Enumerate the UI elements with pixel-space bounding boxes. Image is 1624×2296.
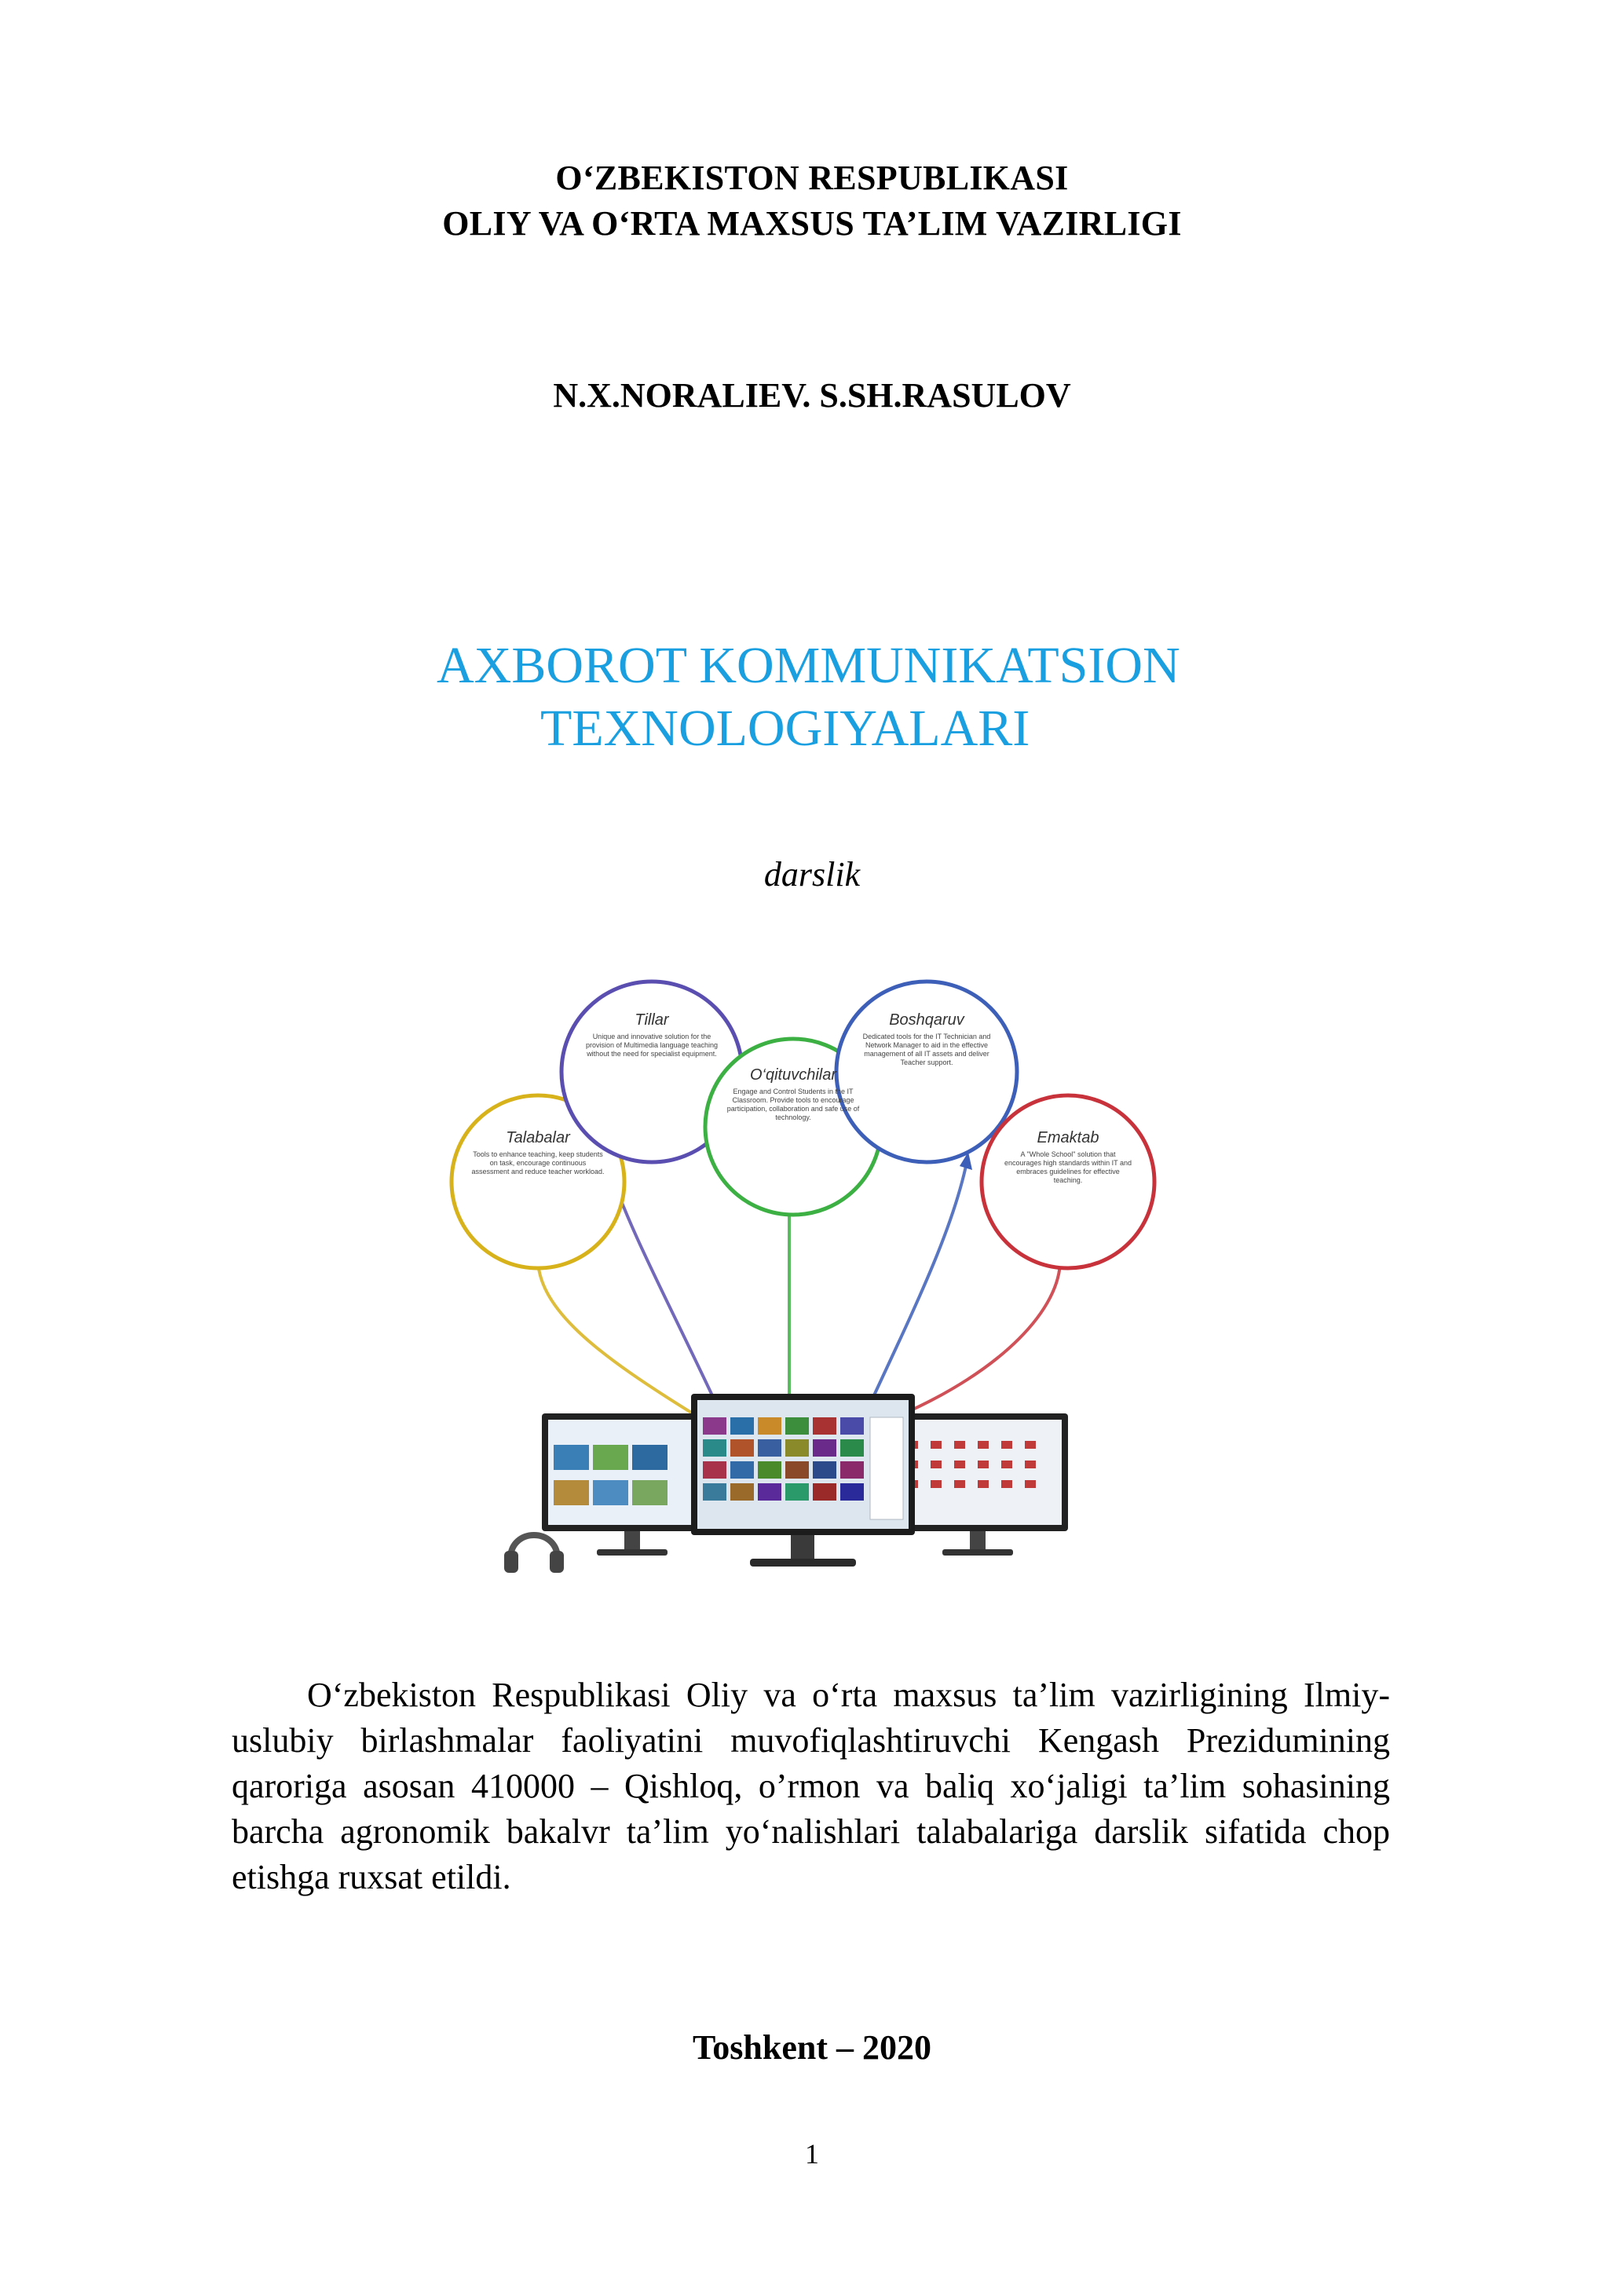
book-title-line-1: AXBOROT KOMMUNIKATSION xyxy=(437,637,1180,694)
approval-text-block xyxy=(232,1673,1390,1900)
circle-text-0: Tools to enhance teaching, keep students on task, encourage continuous assessment and reduce teacher workload. xyxy=(471,1150,605,1175)
circle-title-0: Talabalar xyxy=(506,1129,570,1146)
ministry-header xyxy=(0,155,1624,247)
ministry-line-1: O‘ZBEKISTON RESPUBLIKASI xyxy=(555,159,1069,197)
circle-text-3: Dedicated tools for the IT Technician and Network Manager to aid in the effective management of all IT assets and deliver Teacher support. xyxy=(862,1033,991,1066)
ministry-line-2: OLIY VA O‘RTA MAXSUS TA’LIM VAZIRLIGI xyxy=(442,204,1182,243)
book-title-line-2: TEXNOLOGIYALARI xyxy=(540,700,1030,757)
circle-title-4: Emaktab xyxy=(1037,1129,1099,1146)
circle-title-3: Boshqaruv xyxy=(889,1011,964,1029)
page-number: 1 xyxy=(805,2138,819,2170)
subtitle: darslik xyxy=(763,855,861,894)
book-title xyxy=(424,634,1288,760)
authors: N.X.NORALIEV. S.SH.RASULOV xyxy=(553,376,1071,415)
cover-illustration xyxy=(440,978,1170,1582)
circle-text-4: A "Whole School" solution that encourages high standards within IT and embraces guidelines for effective teaching. xyxy=(1004,1150,1132,1184)
approval-paragraph: O‘zbekiston Respublikasi Oliy va o‘rta maxsus ta’lim vazirligining Ilmiy-uslubiy birlashmalar faoliyatini muvofiqlashtiruvchi Kengash Prezidumining qaroriga asosan 410000 – Qishloq, o’rmon va baliq xo‘jaligi ta’lim sohasining barcha agronomik bakalvr ta’lim yo‘nalishlari talabalariga darslik sifatida chop etishga ruxsat etildi. xyxy=(232,1676,1390,1896)
circle-text-2: Engage and Control Students in the IT Classroom. Provide tools to encourage participation, collaboration and safe use of technology. xyxy=(726,1088,860,1121)
monitors xyxy=(504,1394,1068,1573)
circle-title-2: O‘qituvchilar xyxy=(749,1066,837,1084)
city-year: Toshkent – 2020 xyxy=(692,2028,932,2067)
circle-text-1: Unique and innovative solution for the provision of Multimedia language teaching without the need for specialist equipment. xyxy=(585,1033,719,1058)
circle-title-1: Tillar xyxy=(635,1011,669,1029)
